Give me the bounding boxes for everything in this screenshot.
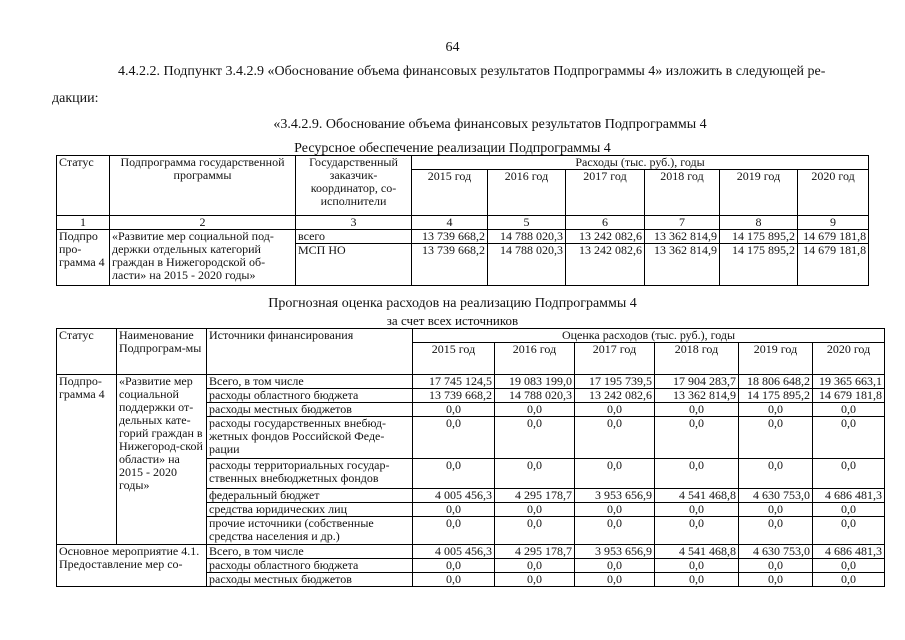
column-number: 4 <box>412 216 488 230</box>
value-cell: 0,0 <box>495 403 575 417</box>
value-cell: 0,0 <box>655 517 739 545</box>
header-year: 2017 год <box>566 170 645 216</box>
value-cell: 0,0 <box>739 403 813 417</box>
column-number: 5 <box>488 216 566 230</box>
value-cell: 13 362 814,9 <box>645 244 720 286</box>
value-cell: 0,0 <box>413 417 495 459</box>
value-cell: 0,0 <box>575 517 655 545</box>
value-cell: 4 630 753,0 <box>739 545 813 559</box>
value-cell: 14 788 020,3 <box>495 389 575 403</box>
value-cell: 14 175 895,2 <box>739 389 813 403</box>
value-cell: 0,0 <box>495 503 575 517</box>
status-cell: Подпро про-грамма 4 <box>57 230 110 286</box>
value-cell: 14 788 020,3 <box>488 244 566 286</box>
header-year: 2019 год <box>720 170 798 216</box>
header-name: Наименование Подпрограм-мы <box>117 329 207 375</box>
value-cell: 0,0 <box>413 559 495 573</box>
value-cell: 4 005 456,3 <box>413 545 495 559</box>
column-number: 9 <box>798 216 869 230</box>
value-cell: 4 295 178,7 <box>495 545 575 559</box>
value-cell: 19 365 663,1 <box>813 375 885 389</box>
value-cell: 0,0 <box>575 503 655 517</box>
value-cell: 13 739 668,2 <box>412 230 488 244</box>
value-cell: 0,0 <box>739 517 813 545</box>
value-cell: 0,0 <box>813 559 885 573</box>
value-cell: 17 745 124,5 <box>413 375 495 389</box>
name-cell: «Развитие мер социальной поддержки от-дельных кате-горий граждан в Нижегород-ской области» на 2015 - 2020 годы» <box>117 375 207 545</box>
column-number: 3 <box>296 216 412 230</box>
header-year: 2018 год <box>645 170 720 216</box>
value-cell: 0,0 <box>739 573 813 587</box>
value-cell: 0,0 <box>575 573 655 587</box>
header-source: Источники финансирования <box>207 329 413 375</box>
value-cell: 17 195 739,5 <box>575 375 655 389</box>
value-cell: 0,0 <box>575 417 655 459</box>
source-cell: Всего, в том числе <box>207 375 413 389</box>
value-cell: 19 083 199,0 <box>495 375 575 389</box>
value-cell: 0,0 <box>413 503 495 517</box>
table-row <box>57 375 885 389</box>
column-number: 7 <box>645 216 720 230</box>
header-year: 2015 год <box>412 170 488 216</box>
header-estimate: Оценка расходов (тыс. руб.), годы <box>413 329 885 343</box>
source-cell: расходы местных бюджетов <box>207 403 413 417</box>
value-cell: 0,0 <box>739 417 813 459</box>
value-cell: 14 679 181,8 <box>798 244 869 286</box>
value-cell: 3 953 656,9 <box>575 545 655 559</box>
source-cell: Всего, в том числе <box>207 545 413 559</box>
value-cell: 13 242 082,6 <box>566 244 645 286</box>
value-cell: 4 541 468,8 <box>655 489 739 503</box>
header-year: 2017 год <box>575 343 655 375</box>
value-cell: 13 362 814,9 <box>645 230 720 244</box>
value-cell: 0,0 <box>655 417 739 459</box>
value-cell: 14 175 895,2 <box>720 244 798 286</box>
header-year: 2018 год <box>655 343 739 375</box>
column-number: 2 <box>110 216 296 230</box>
value-cell: 4 686 481,3 <box>813 545 885 559</box>
value-cell: 0,0 <box>413 459 495 489</box>
table2-caption-line1: Прогнозная оценка расходов на реализацию Подпрограммы 4 <box>268 296 637 311</box>
value-cell: 13 739 668,2 <box>413 389 495 403</box>
value-cell: 13 242 082,6 <box>566 230 645 244</box>
status-line2: Предоставление мер со- <box>59 557 183 571</box>
value-cell: 13 362 814,9 <box>655 389 739 403</box>
value-cell: 0,0 <box>413 517 495 545</box>
value-cell: 0,0 <box>813 403 885 417</box>
source-cell: расходы местных бюджетов <box>207 573 413 587</box>
header-status: Статус <box>57 329 117 375</box>
value-cell: 13 242 082,6 <box>575 389 655 403</box>
value-cell: 0,0 <box>655 403 739 417</box>
header-year: 2019 год <box>739 343 813 375</box>
source-cell: средства юридических лиц <box>207 503 413 517</box>
value-cell: 13 739 668,2 <box>412 244 488 286</box>
value-cell: 0,0 <box>655 573 739 587</box>
value-cell: 0,0 <box>495 459 575 489</box>
column-number: 8 <box>720 216 798 230</box>
table-row <box>57 230 869 244</box>
table2-caption-line2: за счет всех источников <box>386 313 519 328</box>
source-cell: расходы областного бюджета <box>207 389 413 403</box>
status-cell: Подпро-грамма 4 <box>57 375 117 545</box>
table1-caption: Ресурсное обеспечение реализации Подпрограммы 4 <box>294 141 611 156</box>
value-cell: 0,0 <box>495 573 575 587</box>
value-cell: 4 295 178,7 <box>495 489 575 503</box>
resource-table <box>56 155 869 286</box>
page-number: 64 <box>445 40 460 55</box>
value-cell: 0,0 <box>575 559 655 573</box>
column-number: 6 <box>566 216 645 230</box>
value-cell: 0,0 <box>813 517 885 545</box>
value-cell: 4 005 456,3 <box>413 489 495 503</box>
value-cell: 14 175 895,2 <box>720 230 798 244</box>
source-cell: расходы областного бюджета <box>207 559 413 573</box>
value-cell: 0,0 <box>413 573 495 587</box>
value-cell: 4 686 481,3 <box>813 489 885 503</box>
source-cell: прочие источники (собственные средства населения и др.) <box>207 517 413 545</box>
forecast-table <box>56 328 885 587</box>
value-cell: 0,0 <box>655 459 739 489</box>
header-year: 2016 год <box>495 343 575 375</box>
intro-paragraph-line2: дакции: <box>52 91 99 106</box>
header-year: 2015 год <box>413 343 495 375</box>
value-cell: 18 806 648,2 <box>739 375 813 389</box>
header-year: 2016 год <box>488 170 566 216</box>
header-year: 2020 год <box>798 170 869 216</box>
intro-paragraph-line1: 4.4.2.2. Подпункт 3.4.2.9 «Обоснование объема финансовых результатов Подпрограммы 4» изложить в следующей ре- <box>118 64 826 79</box>
value-cell: 4 630 753,0 <box>739 489 813 503</box>
source-cell: расходы территориальных государ-ственных внебюджетных фондов <box>207 459 413 489</box>
value-cell: 0,0 <box>575 403 655 417</box>
value-cell: 0,0 <box>739 459 813 489</box>
header-status: Статус <box>57 156 110 216</box>
header-year: 2020 год <box>813 343 885 375</box>
value-cell: 0,0 <box>413 403 495 417</box>
status-line1: Основное мероприятие 4.1. <box>59 544 200 558</box>
value-cell: 14 788 020,3 <box>488 230 566 244</box>
program-cell: «Развитие мер социальной под-держки отдельных категорий граждан в Нижегородской об-ласти» на 2015 - 2020 годы» <box>110 230 296 286</box>
status-name-cell <box>57 545 207 587</box>
column-number: 1 <box>57 216 110 230</box>
source-cell: федеральный бюджет <box>207 489 413 503</box>
value-cell: 0,0 <box>813 417 885 459</box>
value-cell: 0,0 <box>739 503 813 517</box>
table-row <box>57 545 885 559</box>
value-cell: 0,0 <box>813 573 885 587</box>
source-cell: расходы государственных внебюд-жетных фондов Российской Феде-рации <box>207 417 413 459</box>
value-cell: 14 679 181,8 <box>813 389 885 403</box>
value-cell: 17 904 283,7 <box>655 375 739 389</box>
value-cell: 3 953 656,9 <box>575 489 655 503</box>
customer-cell: всего <box>296 230 412 244</box>
value-cell: 0,0 <box>655 559 739 573</box>
header-program: Подпрограмма государственной программы <box>110 156 296 216</box>
value-cell: 4 541 468,8 <box>655 545 739 559</box>
value-cell: 0,0 <box>655 503 739 517</box>
value-cell: 14 679 181,8 <box>798 230 869 244</box>
header-expenses: Расходы (тыс. руб.), годы <box>412 156 869 170</box>
value-cell: 0,0 <box>575 459 655 489</box>
value-cell: 0,0 <box>739 559 813 573</box>
customer-cell: МСП НО <box>296 244 412 286</box>
value-cell: 0,0 <box>495 559 575 573</box>
value-cell: 0,0 <box>495 517 575 545</box>
value-cell: 0,0 <box>495 417 575 459</box>
section-title: «3.4.2.9. Обоснование объема финансовых результатов Подпрограммы 4 <box>273 117 707 132</box>
header-customer: Государственный заказчик-координатор, со-исполнители <box>296 156 412 216</box>
value-cell: 0,0 <box>813 503 885 517</box>
value-cell: 0,0 <box>813 459 885 489</box>
